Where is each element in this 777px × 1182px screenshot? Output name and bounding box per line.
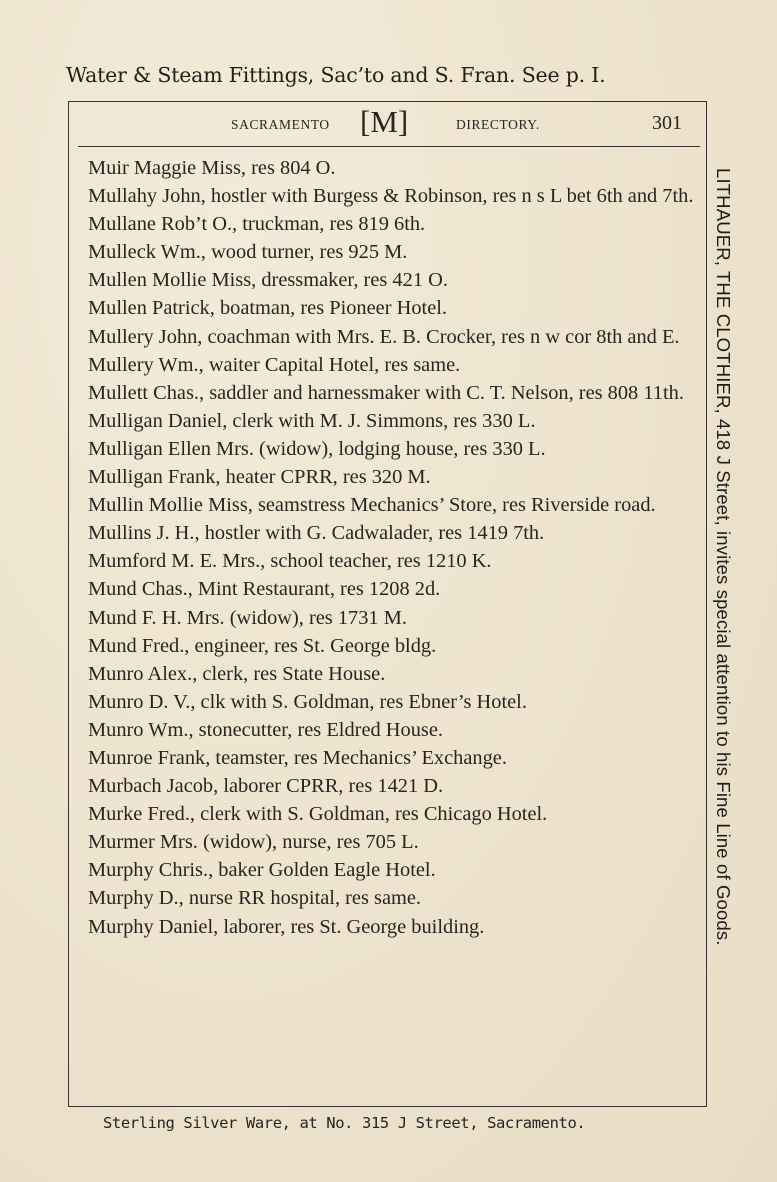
directory-entry: Munro D. V., clk with S. Goldman, res Ebner’s Hotel. xyxy=(88,690,527,713)
directory-entry: Mullen Patrick, boatman, res Pioneer Hotel. xyxy=(88,297,448,320)
directory-entry: Mullery Wm., waiter Capital Hotel, res same. xyxy=(88,353,461,376)
directory-entry: Mulligan Ellen Mrs. (widow), lodging house, res 330 L. xyxy=(88,437,546,460)
directory-entry: Murke Fred., clerk with S. Goldman, res Chicago Hotel. xyxy=(88,803,548,826)
directory-entry: Mullen Mollie Miss, dressmaker, res 421 O. xyxy=(88,269,448,292)
page-number: 301 xyxy=(652,112,682,134)
directory-entry: Mullett Chas., saddler and harnessmaker with C. T. Nelson, res 808 11th. xyxy=(88,381,684,404)
directory-entry: Mumford M. E. Mrs., school teacher, res 1210 K. xyxy=(88,550,492,573)
directory-entry: Mulligan Daniel, clerk with M. J. Simmons, res 330 L. xyxy=(88,409,536,432)
directory-entry: Mulleck Wm., wood turner, res 925 M. xyxy=(88,241,408,264)
directory-entry: Murbach Jacob, laborer CPRR, res 1421 D. xyxy=(88,775,444,798)
side-advertisement xyxy=(712,168,742,1032)
directory-entry: Munro Alex., clerk, res State House. xyxy=(88,662,386,685)
directory-entry: Murphy Chris., baker Golden Eagle Hotel. xyxy=(88,859,436,882)
directory-entry: Munroe Frank, teamster, res Mechanics’ Exchange. xyxy=(88,746,507,769)
running-head-title: DIRECTORY. xyxy=(456,117,540,132)
running-head-section-letter: [M] xyxy=(360,104,409,139)
directory-entry: Munro Wm., stonecutter, res Eldred House. xyxy=(88,718,443,741)
page-frame xyxy=(68,101,707,1107)
directory-entry: Muir Maggie Miss, res 804 O. xyxy=(88,157,336,179)
directory-entry: Mund F. H. Mrs. (widow), res 1731 M. xyxy=(88,606,407,629)
directory-entry: Mullahy John, hostler with Burgess & Robinson, res n s L bet 6th and 7th. xyxy=(88,185,694,208)
directory-entry: Mullery John, coachman with Mrs. E. B. Crocker, res n w cor 8th and E. xyxy=(88,325,680,348)
directory-entries xyxy=(88,154,694,941)
directory-entry: Mund Fred., engineer, res St. George bldg. xyxy=(88,634,437,657)
header-rule xyxy=(78,146,700,147)
directory-entry: Murmer Mrs. (widow), nurse, res 705 L. xyxy=(88,831,419,854)
running-head xyxy=(69,102,706,146)
directory-entry: Mulligan Frank, heater CPRR, res 320 M. xyxy=(88,466,431,489)
top-advertisement-banner: Water & Steam Fittings, Sac’to and S. Fran. See p. I. xyxy=(66,63,606,87)
footer-advertisement: Sterling Silver Ware, at No. 315 J Street, Sacramento. xyxy=(103,1114,586,1132)
directory-entry: Murphy D., nurse RR hospital, res same. xyxy=(88,887,422,910)
directory-entry: Mullane Rob’t O., truckman, res 819 6th. xyxy=(88,213,426,236)
directory-entry: Mullins J. H., hostler with G. Cadwalader, res 1419 7th. xyxy=(88,522,545,545)
directory-entry: Mund Chas., Mint Restaurant, res 1208 2d. xyxy=(88,578,441,601)
directory-entry: Mullin Mollie Miss, seamstress Mechanics’ Store, res Riverside road. xyxy=(88,494,656,517)
side-advertisement-text: LITHAUER, THE CLOTHIER, 418 J Street, invites special attention to his Fine Line of Goods. xyxy=(713,168,734,946)
directory-entry: Murphy Daniel, laborer, res St. George building. xyxy=(88,915,485,938)
running-head-city: SACRAMENTO xyxy=(231,117,330,132)
